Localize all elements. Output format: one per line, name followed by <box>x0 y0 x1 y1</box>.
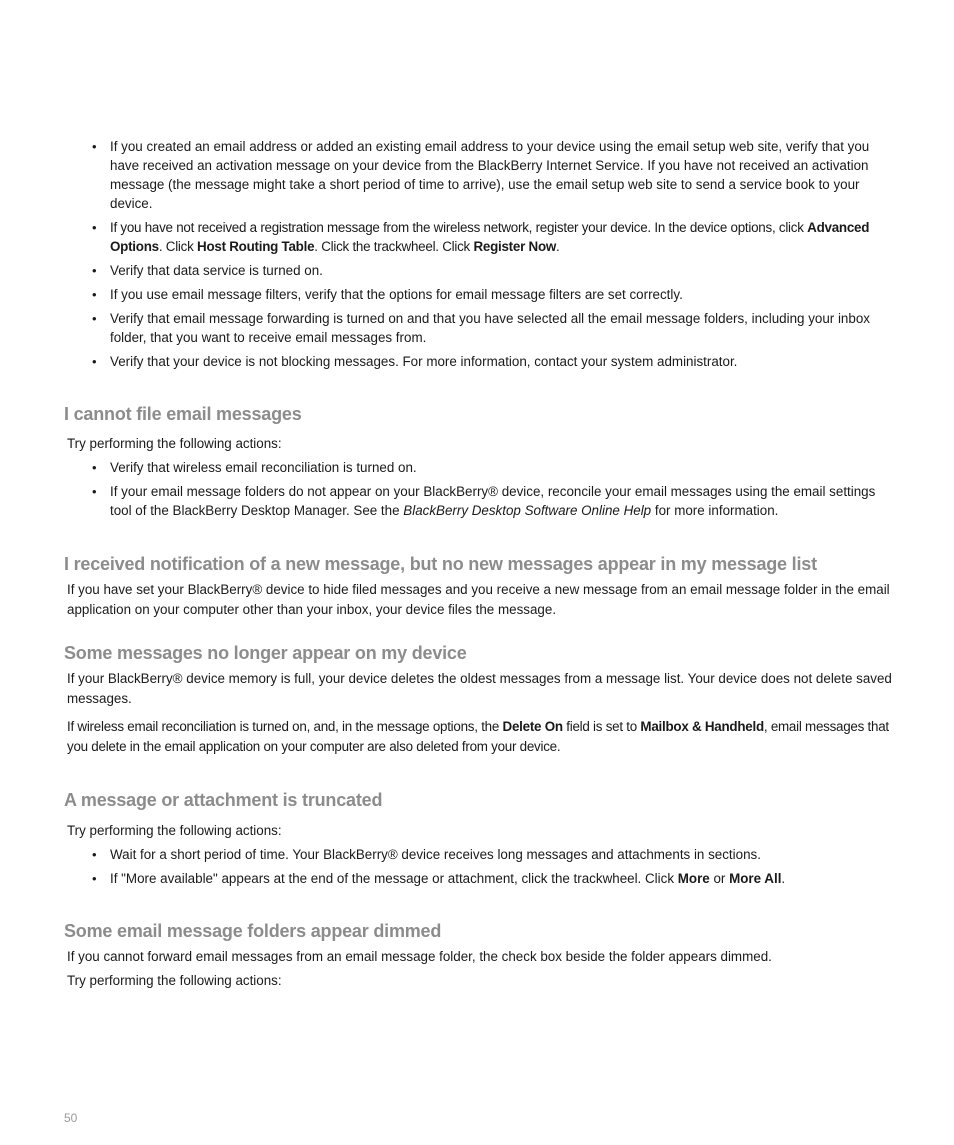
bold-label: Register Now <box>473 239 557 254</box>
bold-label: Mailbox & Handheld <box>640 719 764 734</box>
section-heading-cannot-file: I cannot file email messages <box>64 404 302 424</box>
list-item: • If your email message folders do not appear on your BlackBerry® device, reconcile your email messages using the email settings tool of the BlackBerry Desktop Manager. See the BlackBerry Desktop Software Online Help for more information. <box>64 482 896 520</box>
list-item: • Wait for a short period of time. Your BlackBerry® device receives long messages and attachments in sections. <box>64 845 896 864</box>
section-paragraph: If you have set your BlackBerry® device to hide filed messages and you receive a new message from an email message folder in the email application on your computer other than your inbox, your device files the message. <box>67 582 890 617</box>
list-item: • Verify that email message forwarding is turned on and that you have selected all the email message folders, including your inbox folder, that you want to receive email messages from. <box>64 309 896 347</box>
list-item: • If you have not received a registration message from the wireless network, register your device. In the device options, click Advanced Options. Click Host Routing Table. Click the trackwheel. Click Register Now. <box>64 218 896 256</box>
list-item <box>64 137 896 213</box>
list-item: • Verify that your device is not blocking messages. For more information, contact your system administrator. <box>64 352 896 371</box>
section-heading-dimmed: Some email message folders appear dimmed <box>64 921 442 941</box>
bold-label: More All <box>729 871 782 886</box>
truncated-bullet-list <box>64 845 896 893</box>
list-item: • Verify that data service is turned on. <box>64 261 896 280</box>
section-heading-no-longer: Some messages no longer appear on my device <box>64 643 467 663</box>
section-paragraph: Try performing the following actions: <box>67 973 282 988</box>
page-number: 50 <box>64 1111 78 1125</box>
section-heading-truncated: A message or attachment is truncated <box>64 790 383 810</box>
bold-label: Advanced Options <box>110 220 870 254</box>
section-paragraph: If wireless email reconciliation is turned on, and, in the message options, the Delete On field is set to Mailbox & Handheld, email messages that you delete in the email application on your computer are also deleted from your device. <box>67 719 889 754</box>
section-intro: Try performing the following actions: <box>67 436 282 451</box>
bold-label: Delete On <box>502 719 563 734</box>
file-bullet-list <box>64 458 896 525</box>
italic-reference: BlackBerry Desktop Software Online Help <box>403 503 652 518</box>
section-intro: Try performing the following actions: <box>67 823 282 838</box>
list-item: • Verify that wireless email reconciliation is turned on. <box>64 458 896 477</box>
list-item: • If you use email message filters, verify that the options for email message filters are set correctly. <box>64 285 896 304</box>
list-item: • If "More available" appears at the end of the message or attachment, click the trackwheel. Click More or More All. <box>64 869 896 888</box>
list-item-text: If you created an email address or added an existing email address to your device using the email setup web site, verify that you have received an activation message on your device from the BlackBerry Internet Service. If you have not received an activation message (the message might take a short period of time to arrive), use the email setup web site to send a service book to your device. <box>110 139 870 211</box>
section-paragraph: If your BlackBerry® device memory is full, your device deletes the oldest messages from a message list. Your device does not delete saved messages. <box>67 671 892 706</box>
bold-label: Host Routing Table <box>197 239 315 254</box>
bold-label: More <box>677 871 710 886</box>
section-heading-notification: I received notification of a new message, but no new messages appear in my message list <box>64 554 817 574</box>
section-paragraph: If you cannot forward email messages from an email message folder, the check box beside the folder appears dimmed. <box>67 949 772 964</box>
top-bullet-list <box>64 137 896 376</box>
